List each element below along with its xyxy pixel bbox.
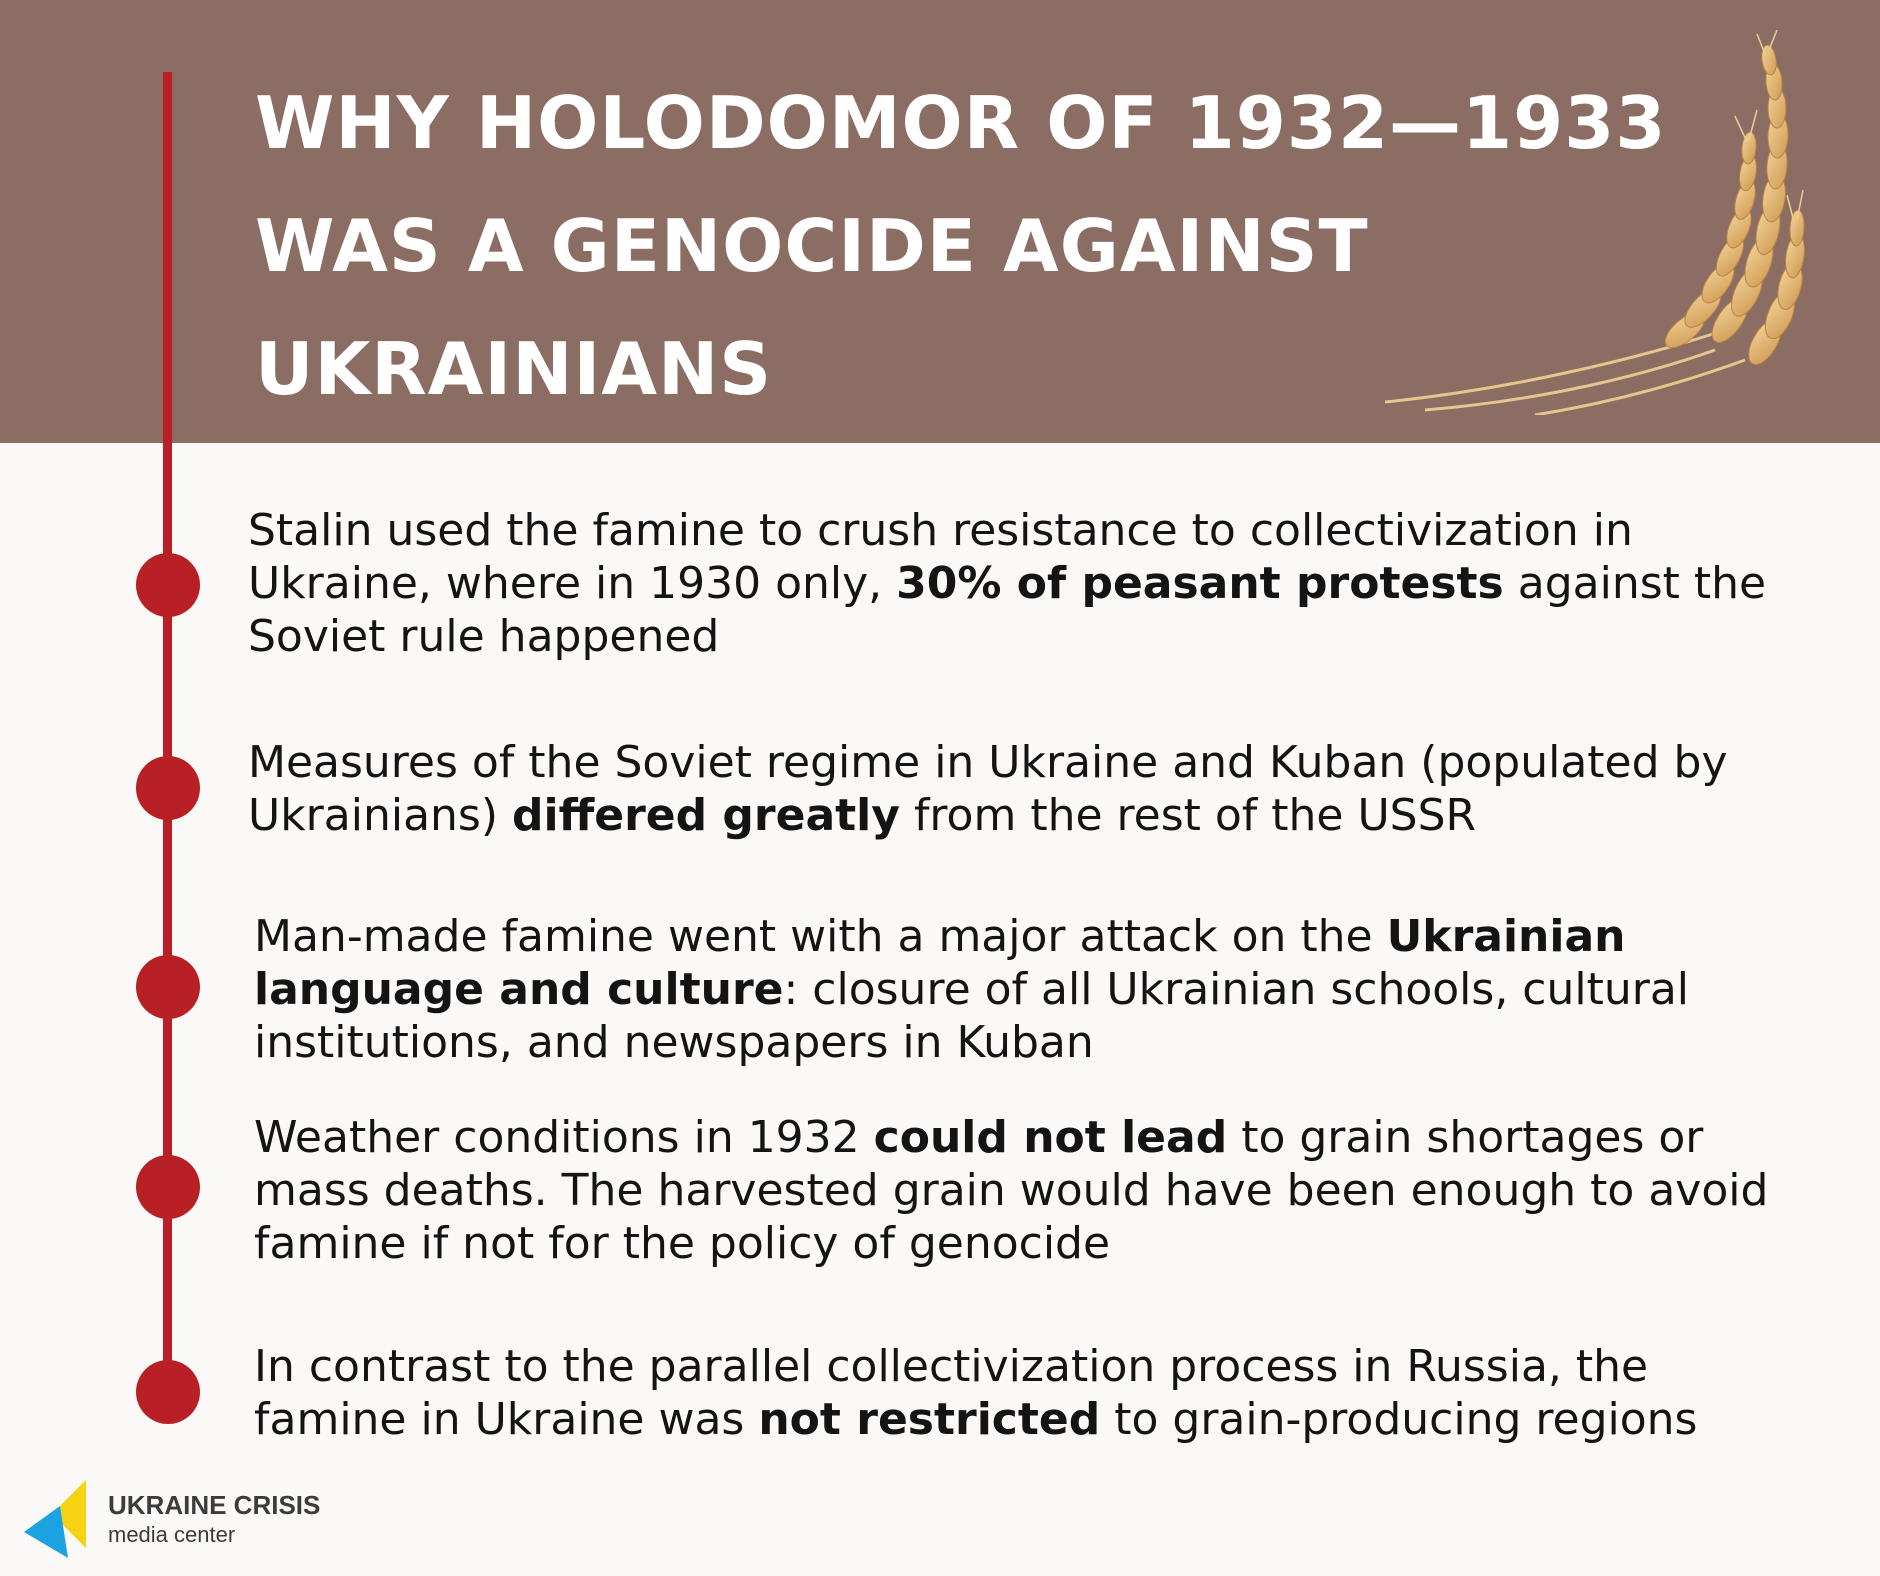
item-highlight: could not lead: [873, 1112, 1228, 1163]
list-item: [248, 736, 1788, 842]
title-line-2: WAS A GENOCIDE AGAINST: [255, 204, 1369, 288]
item-highlight: differed greatly: [512, 790, 900, 841]
logo-name: UKRAINE CRISIS: [108, 1490, 321, 1520]
list-item: [254, 910, 1774, 1069]
timeline-dot: [136, 756, 200, 820]
timeline-dot: [136, 955, 200, 1019]
item-highlight: Ukrainian language and culture: [254, 911, 1626, 1015]
header-banner: [0, 0, 1880, 443]
item-text: to grain-producing regions: [1100, 1394, 1698, 1445]
item-text: to grain shortages or mass deaths. The harvested grain would have been enough to avoid famine if not for the policy of genocide: [254, 1112, 1769, 1269]
list-item: [254, 1111, 1774, 1270]
title-line-1: WHY HOLODOMOR OF 1932—1933: [255, 81, 1667, 165]
item-text: Measures of the Soviet regime in Ukraine and Kuban (populated by Ukrainians): [248, 737, 1728, 841]
item-highlight: 30% of peasant protests: [896, 558, 1504, 609]
title-line-3: UKRAINIANS: [255, 327, 773, 411]
item-text: Weather conditions in 1932: [254, 1112, 874, 1163]
ucmc-logo-icon: [20, 1472, 110, 1562]
timeline-dot: [136, 1360, 200, 1424]
ucmc-logo: [20, 1472, 340, 1562]
list-item: [254, 1340, 1764, 1446]
timeline-dot: [136, 553, 200, 617]
logo-subtitle: media center: [108, 1522, 236, 1547]
item-text: In contrast to the parallel collectivization process in Russia, the famine in Ukraine was: [254, 1341, 1649, 1445]
item-highlight: not restricted: [758, 1394, 1101, 1445]
wheat-icon: [1385, 30, 1805, 415]
item-text: against the Soviet rule happened: [248, 558, 1767, 662]
item-text: from the rest of the USSR: [899, 790, 1477, 841]
timeline-dot: [136, 1155, 200, 1219]
item-text: : closure of all Ukrainian schools, cultural institutions, and newspapers in Kuban: [254, 964, 1690, 1068]
list-item: [248, 504, 1808, 663]
item-text: Stalin used the famine to crush resistance to collectivization in Ukraine, where in 1930 only,: [248, 505, 1633, 609]
item-text: Man-made famine went with a major attack on the: [254, 911, 1387, 962]
